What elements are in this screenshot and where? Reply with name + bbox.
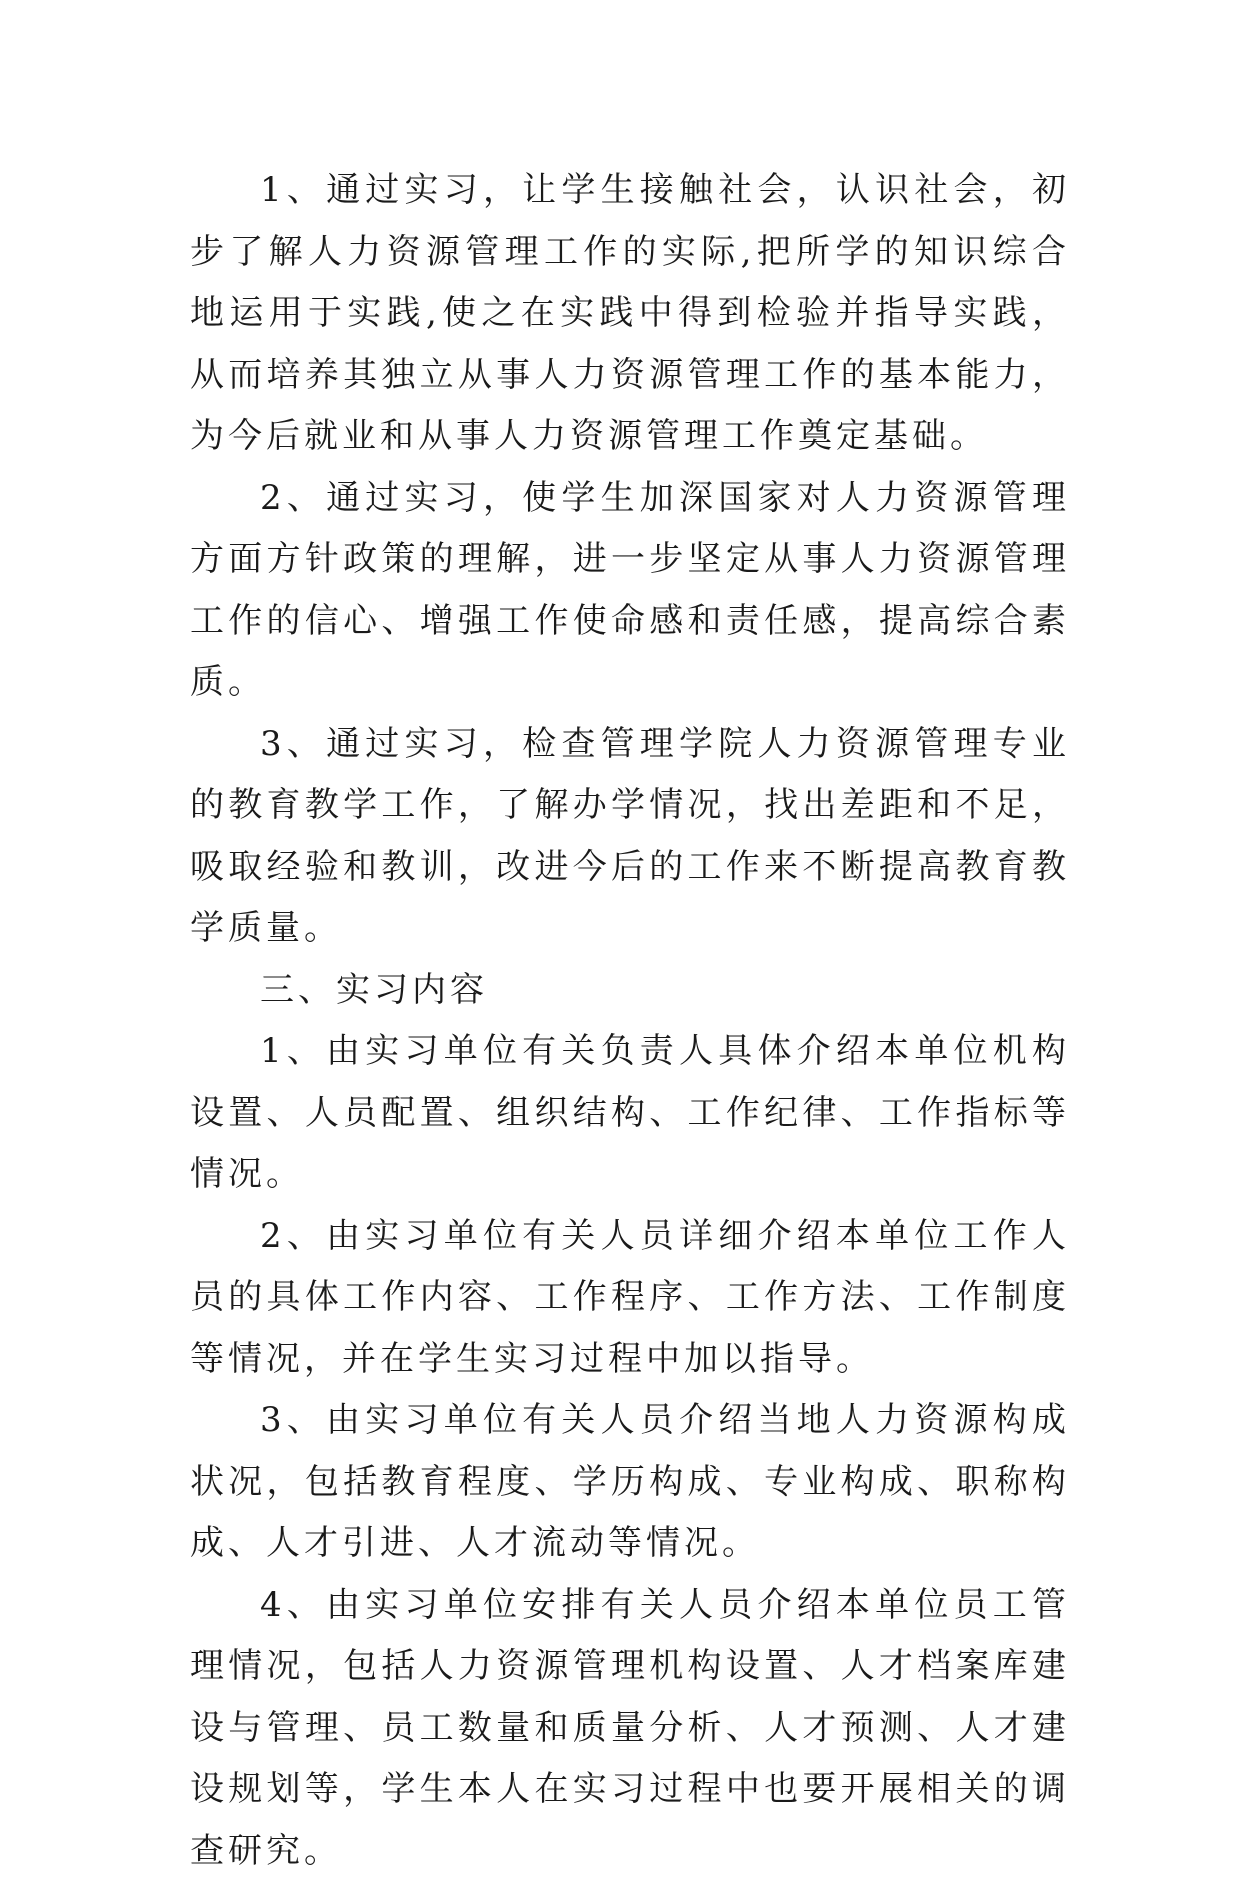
paragraph-content-1: 1、由实习单位有关负责人具体介绍本单位机构设置、人员配置、组织结构、工作纪律、工作指标等情况。 [190,1021,1070,1206]
document-body [190,160,1070,1882]
paragraph-objective-3: 3、通过实习，检查管理学院人力资源管理专业的教育教学工作，了解办学情况，找出差距和不足，吸取经验和教训，改进今后的工作来不断提高教育教学质量。 [190,714,1070,960]
paragraph-content-2: 2、由实习单位有关人员详细介绍本单位工作人员的具体工作内容、工作程序、工作方法、工作制度等情况，并在学生实习过程中加以指导。 [190,1206,1070,1391]
paragraph-objective-1: 1、通过实习，让学生接触社会，认识社会，初步了解人力资源管理工作的实际,把所学的知识综合地运用于实践,使之在实践中得到检验并指导实践，从而培养其独立从事人力资源管理工作的基本能力，为今后就业和从事人力资源管理工作奠定基础。 [190,160,1070,468]
paragraph-objective-2: 2、通过实习，使学生加深国家对人力资源管理方面方针政策的理解，进一步坚定从事人力资源管理工作的信心、增强工作使命感和责任感，提高综合素质。 [190,468,1070,714]
paragraph-content-4: 4、由实习单位安排有关人员介绍本单位员工管理情况，包括人力资源管理机构设置、人才档案库建设与管理、员工数量和质量分析、人才预测、人才建设规划等，学生本人在实习过程中也要开展相关的调查研究。 [190,1575,1070,1882]
paragraph-content-3: 3、由实习单位有关人员介绍当地人力资源构成状况，包括教育程度、学历构成、专业构成、职称构成、人才引进、人才流动等情况。 [190,1390,1070,1575]
section-heading-content: 三、实习内容 [190,960,1070,1022]
